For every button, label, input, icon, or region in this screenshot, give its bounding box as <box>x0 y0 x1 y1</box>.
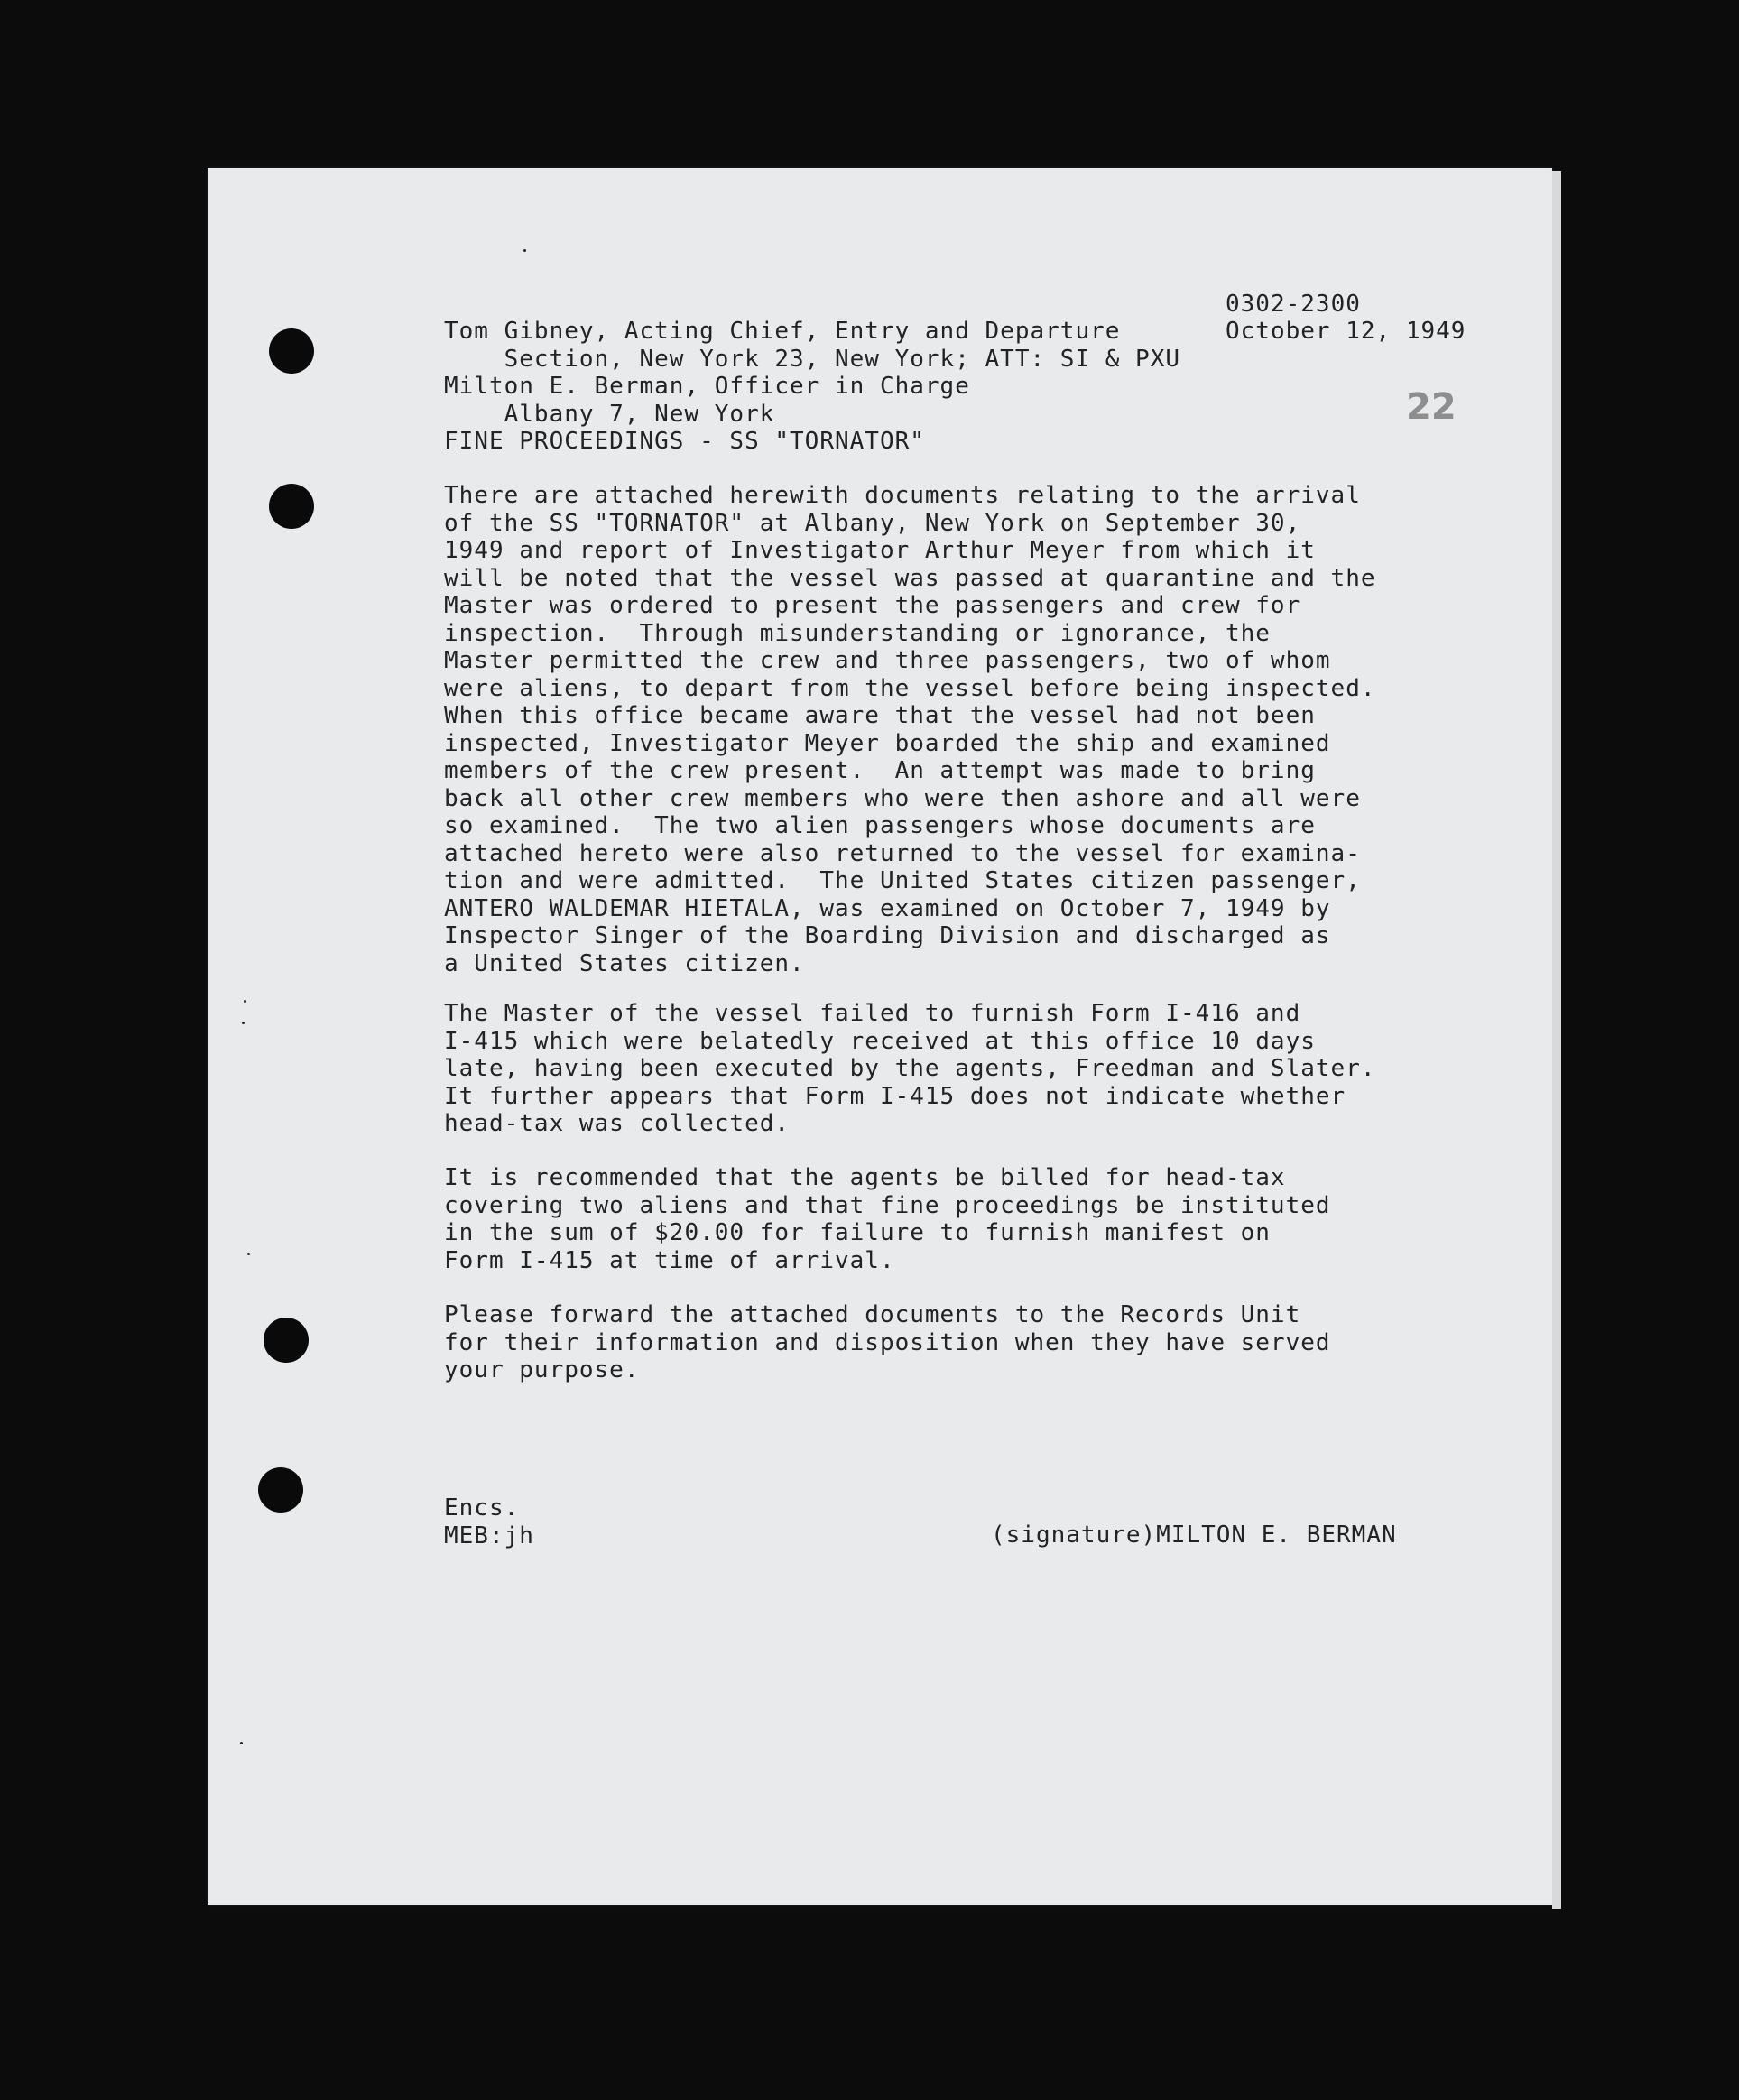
body-paragraph-2: The Master of the vessel failed to furnish Form I-416 and I-415 which were belatedly received at this office 10 days late, having been executed by the agents, Freedman and Slater. It further appears that Form I-415 does not indicate whether head-tax was collected. <box>444 1000 1376 1137</box>
page-number: 22 <box>1406 386 1457 428</box>
speck-mark <box>523 249 526 252</box>
speck-mark <box>242 1022 245 1024</box>
punch-hole-4 <box>258 1467 303 1513</box>
page-edge <box>1552 171 1561 1909</box>
file-number: 0302-2300 <box>1226 291 1361 318</box>
body-paragraph-4: Please forward the attached documents to the Records Unit for their information and disposition when they have served your purpose. <box>444 1301 1331 1383</box>
speck-mark <box>240 1742 243 1744</box>
speck-mark <box>247 1253 250 1255</box>
memo-header: Tom Gibney, Acting Chief, Entry and Departure Section, New York 23, New York; ATT: SI & PXU Milton E. Berman, Officer in Charge Albany 7, New York FINE PROCEEDINGS - SS "TORNATOR" <box>444 318 1181 455</box>
signature-line: (signature)MILTON E. BERMAN <box>991 1522 1397 1549</box>
punch-hole-1 <box>269 328 314 374</box>
body-paragraph-1: There are attached herewith documents relating to the arrival of the SS "TORNATOR" at Albany, New York on September 30, 1949 and report of Investigator Arthur Meyer from which it will be noted that the vessel was passed at quarantine and the Master was ordered to present the passengers and crew for inspection. Through misunderstanding or ignorance, the Master permitted the crew and three passengers, two of whom were aliens, to depart from the vessel before being inspected. When this office became aware that the vessel had not been inspected, Investigator Meyer boarded the ship and examined members of the crew present. An attempt was made to bring back all other crew members who were then ashore and all were so examined. The two alien passengers whose documents are attached hereto were also returned to the vessel for examina- tion and were admitted. The United States citizen passenger, ANTERO WALDEMAR HIETALA, was examined on October 7, 1949 by Inspector Singer of the Boarding Division and discharged as a United States citizen. <box>444 482 1376 977</box>
speck-mark <box>244 1000 246 1003</box>
memo-date: October 12, 1949 <box>1226 318 1466 345</box>
punch-hole-2 <box>269 484 314 529</box>
body-paragraph-3: It is recommended that the agents be billed for head-tax covering two aliens and that fine proceedings be instituted in the sum of $20.00 for failure to furnish manifest on Form I-415 at time of arrival. <box>444 1164 1331 1274</box>
punch-hole-3 <box>264 1318 309 1363</box>
enclosures-note: Encs. MEB:jh <box>444 1494 534 1550</box>
